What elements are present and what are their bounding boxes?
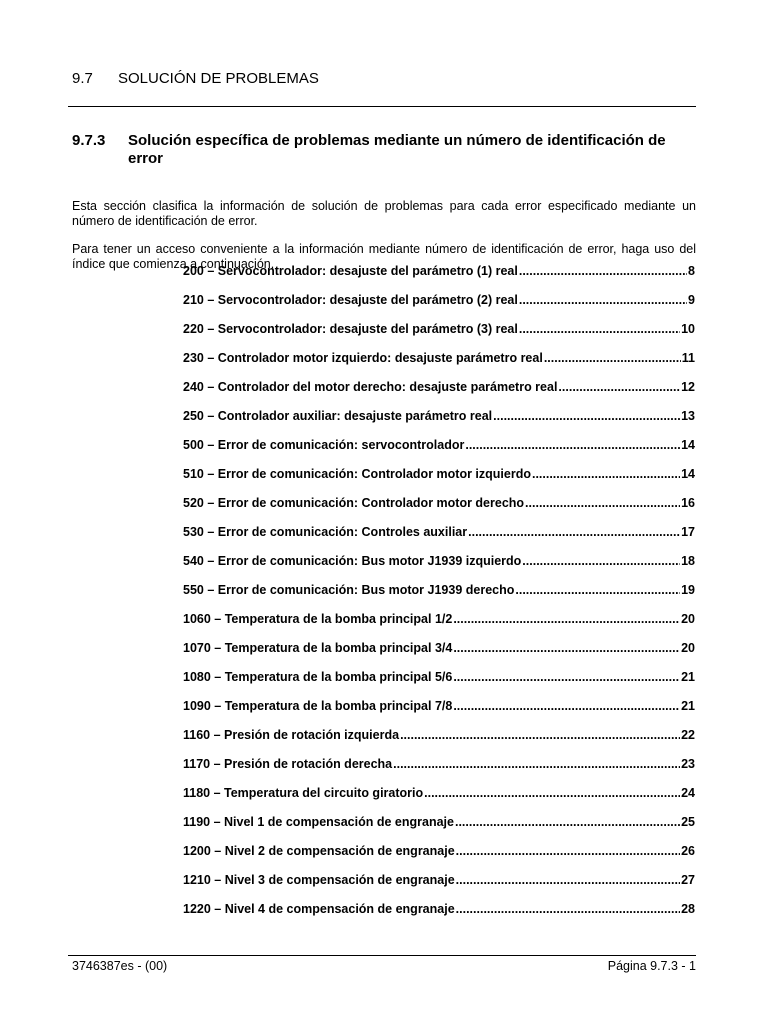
toc-entry[interactable] (183, 641, 695, 670)
toc-leader-dots (455, 815, 680, 829)
toc-entry-title: 1180 – Temperatura del circuito giratorio (183, 786, 424, 800)
toc-leader-dots (465, 438, 680, 452)
toc-entry[interactable] (183, 815, 695, 844)
toc-leader-dots (493, 409, 680, 423)
toc-entry-page: 23 (681, 757, 695, 771)
toc-leader-dots (393, 757, 680, 771)
toc-entry-page: 18 (681, 554, 695, 568)
toc-entry-page: 11 (681, 351, 695, 365)
intro-paragraph: Esta sección clasifica la información de solución de problemas para cada error especificado mediante un número de identificación de error. (72, 198, 696, 228)
toc-entry[interactable] (183, 525, 695, 554)
toc-entry-page: 14 (681, 467, 695, 481)
toc-leader-dots (522, 554, 680, 568)
toc-entry-title: 230 – Controlador motor izquierdo: desajuste parámetro real (183, 351, 543, 365)
toc-leader-dots (453, 612, 680, 626)
toc-entry[interactable] (183, 467, 695, 496)
toc-entry[interactable] (183, 699, 695, 728)
toc-entry-title: 1220 – Nivel 4 de compensación de engranaje (183, 902, 455, 916)
toc-leader-dots (519, 322, 680, 336)
toc-entry[interactable] (183, 293, 695, 322)
toc-leader-dots (558, 380, 680, 394)
toc-entry-title: 520 – Error de comunicación: Controlador motor derecho (183, 496, 525, 510)
toc-leader-dots (515, 583, 680, 597)
toc-entry[interactable] (183, 844, 695, 873)
footer-divider (68, 955, 696, 956)
toc-entry-title: 530 – Error de comunicación: Controles auxiliar (183, 525, 468, 539)
toc-entry-page: 26 (681, 844, 695, 858)
toc-entry-page: 20 (681, 641, 695, 655)
document-id: 3746387es - (00) (72, 959, 168, 973)
toc-entry-page: 16 (681, 496, 695, 510)
toc-entry[interactable] (183, 554, 695, 583)
page-header (72, 70, 319, 87)
toc-entry-title: 1160 – Presión de rotación izquierda (183, 728, 400, 742)
toc-entry-title: 1200 – Nivel 2 de compensación de engranaje (183, 844, 455, 858)
toc-entry[interactable] (183, 873, 695, 902)
header-divider (68, 106, 696, 107)
toc-entry-title: 500 – Error de comunicación: servocontrolador (183, 438, 465, 452)
toc-leader-dots (468, 525, 680, 539)
toc-leader-dots (544, 351, 681, 365)
toc-entry-title: 1070 – Temperatura de la bomba principal 3/4 (183, 641, 453, 655)
header-number: 9.7 (72, 70, 93, 87)
toc-entry-title: 540 – Error de comunicación: Bus motor J1939 izquierdo (183, 554, 522, 568)
toc-entry-page: 28 (681, 902, 695, 916)
toc-entry[interactable] (183, 264, 695, 293)
toc-entry-title: 250 – Controlador auxiliar: desajuste parámetro real (183, 409, 493, 423)
toc-entry[interactable] (183, 409, 695, 438)
toc-leader-dots (456, 902, 680, 916)
toc-entry[interactable] (183, 583, 695, 612)
toc-entry-title: 1080 – Temperatura de la bomba principal 5/6 (183, 670, 453, 684)
toc-entry[interactable] (183, 322, 695, 351)
toc-leader-dots (453, 641, 680, 655)
toc-entry-page: 12 (681, 380, 695, 394)
toc-leader-dots (453, 699, 680, 713)
toc-entry-page: 21 (681, 699, 695, 713)
section-title: Solución específica de problemas mediante un número de identificación de error (128, 132, 666, 167)
toc-leader-dots (400, 728, 680, 742)
toc-entry-title: 1090 – Temperatura de la bomba principal 7/8 (183, 699, 453, 713)
toc-leader-dots (525, 496, 680, 510)
toc-entry-title: 1210 – Nivel 3 de compensación de engranaje (183, 873, 455, 887)
toc-entry-page: 22 (681, 728, 695, 742)
toc-entry[interactable] (183, 380, 695, 409)
toc-entry[interactable] (183, 612, 695, 641)
toc-entry-page: 19 (681, 583, 695, 597)
toc-leader-dots (453, 670, 680, 684)
toc-entry-title: 1170 – Presión de rotación derecha (183, 757, 393, 771)
toc-entry-page: 25 (681, 815, 695, 829)
toc-entry-title: 200 – Servocontrolador: desajuste del parámetro (1) real (183, 264, 518, 278)
toc-entry[interactable] (183, 786, 695, 815)
toc-entry-page: 9 (688, 293, 695, 307)
toc-entry[interactable] (183, 438, 695, 467)
header-title: SOLUCIÓN DE PROBLEMAS (118, 70, 319, 87)
toc-entry[interactable] (183, 496, 695, 525)
page-number: Página 9.7.3 - 1 (607, 959, 696, 973)
toc-entry-title: 220 – Servocontrolador: desajuste del parámetro (3) real (183, 322, 518, 336)
toc-entry[interactable] (183, 351, 695, 380)
access-paragraph: Para tener un acceso conveniente a la información mediante número de identificación de error, haga uso del índice que comienza a continuación. (72, 241, 696, 271)
toc-entry-page: 14 (681, 438, 695, 452)
toc-entry-page: 13 (681, 409, 695, 423)
toc-entry-page: 21 (681, 670, 695, 684)
toc-entry[interactable] (183, 670, 695, 699)
section-heading (72, 132, 696, 168)
toc-entry-title: 240 – Controlador del motor derecho: desajuste parámetro real (183, 380, 558, 394)
toc-entry-title: 1060 – Temperatura de la bomba principal 1/2 (183, 612, 453, 626)
toc-entry-title: 510 – Error de comunicación: Controlador motor izquierdo (183, 467, 531, 481)
toc-entry-page: 10 (681, 322, 695, 336)
toc-entry-title: 550 – Error de comunicación: Bus motor J1939 derecho (183, 583, 515, 597)
toc-leader-dots (532, 467, 680, 481)
toc-entry-title: 1190 – Nivel 1 de compensación de engranaje (183, 815, 454, 829)
toc-entry-page: 24 (681, 786, 695, 800)
toc-entry[interactable] (183, 757, 695, 786)
toc-leader-dots (456, 873, 680, 887)
toc-leader-dots (424, 786, 680, 800)
toc-entry-title: 210 – Servocontrolador: desajuste del parámetro (2) real (183, 293, 518, 307)
toc-entry-page: 27 (681, 873, 695, 887)
toc-entry-page: 8 (688, 264, 695, 278)
toc-entry[interactable] (183, 902, 695, 931)
toc-leader-dots (519, 293, 687, 307)
toc-entry-page: 17 (681, 525, 695, 539)
section-number: 9.7.3 (72, 132, 106, 149)
toc-leader-dots (519, 264, 687, 278)
toc-entry-page: 20 (681, 612, 695, 626)
toc-entry[interactable] (183, 728, 695, 757)
toc-leader-dots (456, 844, 680, 858)
error-index-list (183, 264, 695, 931)
